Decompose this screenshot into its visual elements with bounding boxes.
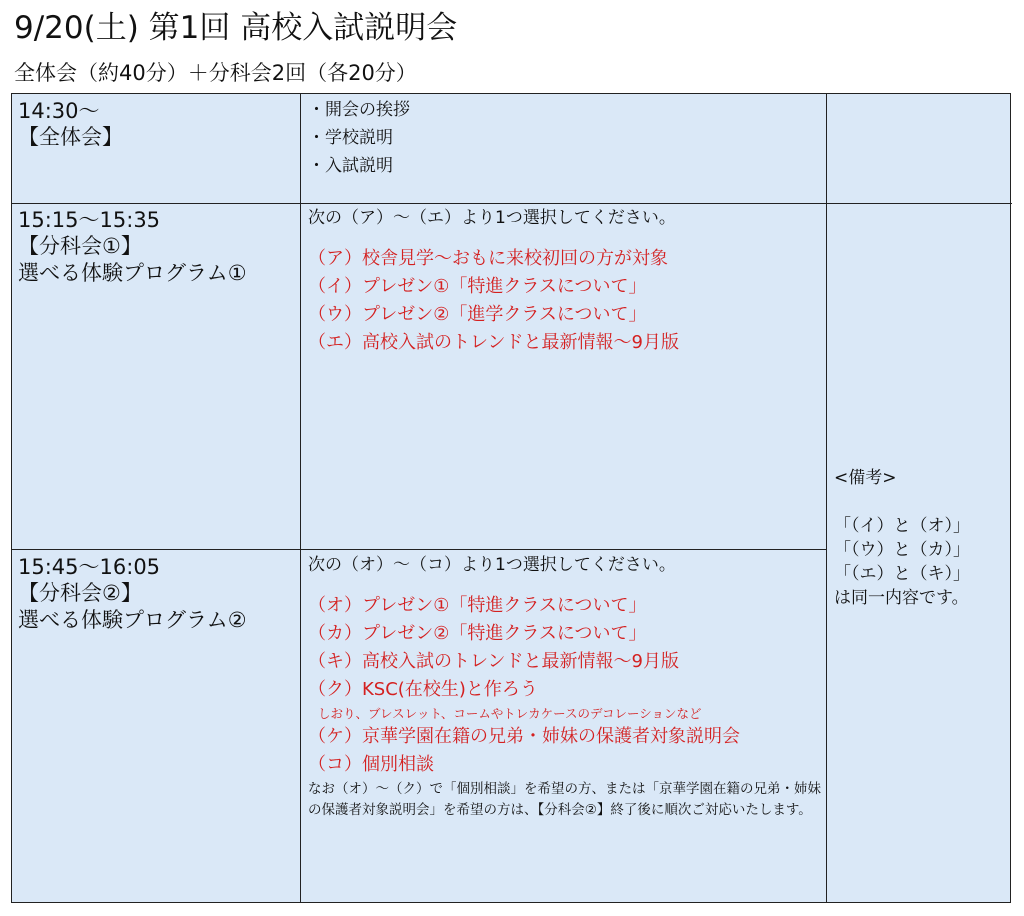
session1-content-cell (308, 206, 823, 357)
page-subtitle: 全体会（約40分）＋分科会2回（各20分） (14, 61, 417, 85)
column-divider (300, 94, 301, 902)
general-label: 【全体会】 (18, 125, 123, 149)
session2-note: なお（オ）～（ク）で「個別相談」を希望の方、または「京華学園在籍の兄弟・姉妹の保護者対象説明会」を希望の方は、【分科会②】終了後に順次ご対応いたします。 (308, 781, 821, 818)
general-item: ・入試説明 (308, 156, 393, 176)
session1-option: （エ）高校入試のトレンドと最新情報～9月版 (308, 332, 680, 353)
session1-program: 選べる体験プログラム① (18, 261, 247, 285)
page-title: 9/20(土) 第1回 高校入試説明会 (14, 10, 458, 46)
remarks-line: 「（エ）と（キ）」 (834, 564, 970, 584)
remarks-line: は同一内容です。 (834, 588, 969, 608)
session2-content-cell (308, 553, 823, 821)
session2-option: （ク）KSC(在校生)と作ろう (308, 679, 538, 700)
session1-option: （ウ）プレゼン②「進学クラスについて」 (308, 304, 647, 325)
general-item: ・開会の挨拶 (308, 100, 410, 120)
remarks-line: 「（イ）と（オ）」 (834, 516, 970, 536)
session1-time: 15:15～15:35 (18, 208, 161, 232)
general-content-cell (308, 96, 823, 180)
session2-option: （オ）プレゼン①「特進クラスについて」 (308, 595, 647, 616)
session2-time-cell (18, 554, 298, 634)
row-divider (12, 549, 826, 550)
session2-prompt: 次の（オ）～（コ）より1つ選択してください。 (308, 555, 676, 575)
remarks-heading: <備考> (834, 468, 897, 488)
session2-option: （キ）高校入試のトレンドと最新情報～9月版 (308, 651, 680, 672)
general-time: 14:30～ (18, 99, 100, 123)
schedule-table (11, 93, 1011, 903)
session2-time: 15:45～16:05 (18, 555, 161, 579)
remarks-cell (834, 466, 1010, 610)
session2-program: 選べる体験プログラム② (18, 608, 247, 632)
session2-option: （カ）プレゼン②「特進クラスについて」 (308, 623, 647, 644)
session1-prompt: 次の（ア）～（エ）より1つ選択してください。 (308, 208, 676, 228)
column-divider (826, 94, 827, 902)
session1-option: （ア）校舎見学～おもに来校初回の方が対象 (308, 248, 668, 269)
session2-option-subnote: しおり、ブレスレット、コームやトレカケースのデコレーションなど (318, 706, 702, 721)
row-divider (12, 203, 1012, 204)
session2-option: （ケ）京華学園在籍の兄弟・姉妹の保護者対象説明会 (308, 726, 740, 747)
general-item: ・学校説明 (308, 128, 393, 148)
session2-label: 【分科会②】 (18, 581, 142, 605)
session2-option: （コ）個別相談 (308, 754, 434, 775)
session1-time-cell (18, 207, 298, 287)
remarks-line: 「（ウ）と（カ）」 (834, 540, 970, 560)
session1-label: 【分科会①】 (18, 234, 142, 258)
session1-option: （イ）プレゼン①「特進クラスについて」 (308, 276, 647, 297)
general-time-cell (18, 98, 298, 151)
